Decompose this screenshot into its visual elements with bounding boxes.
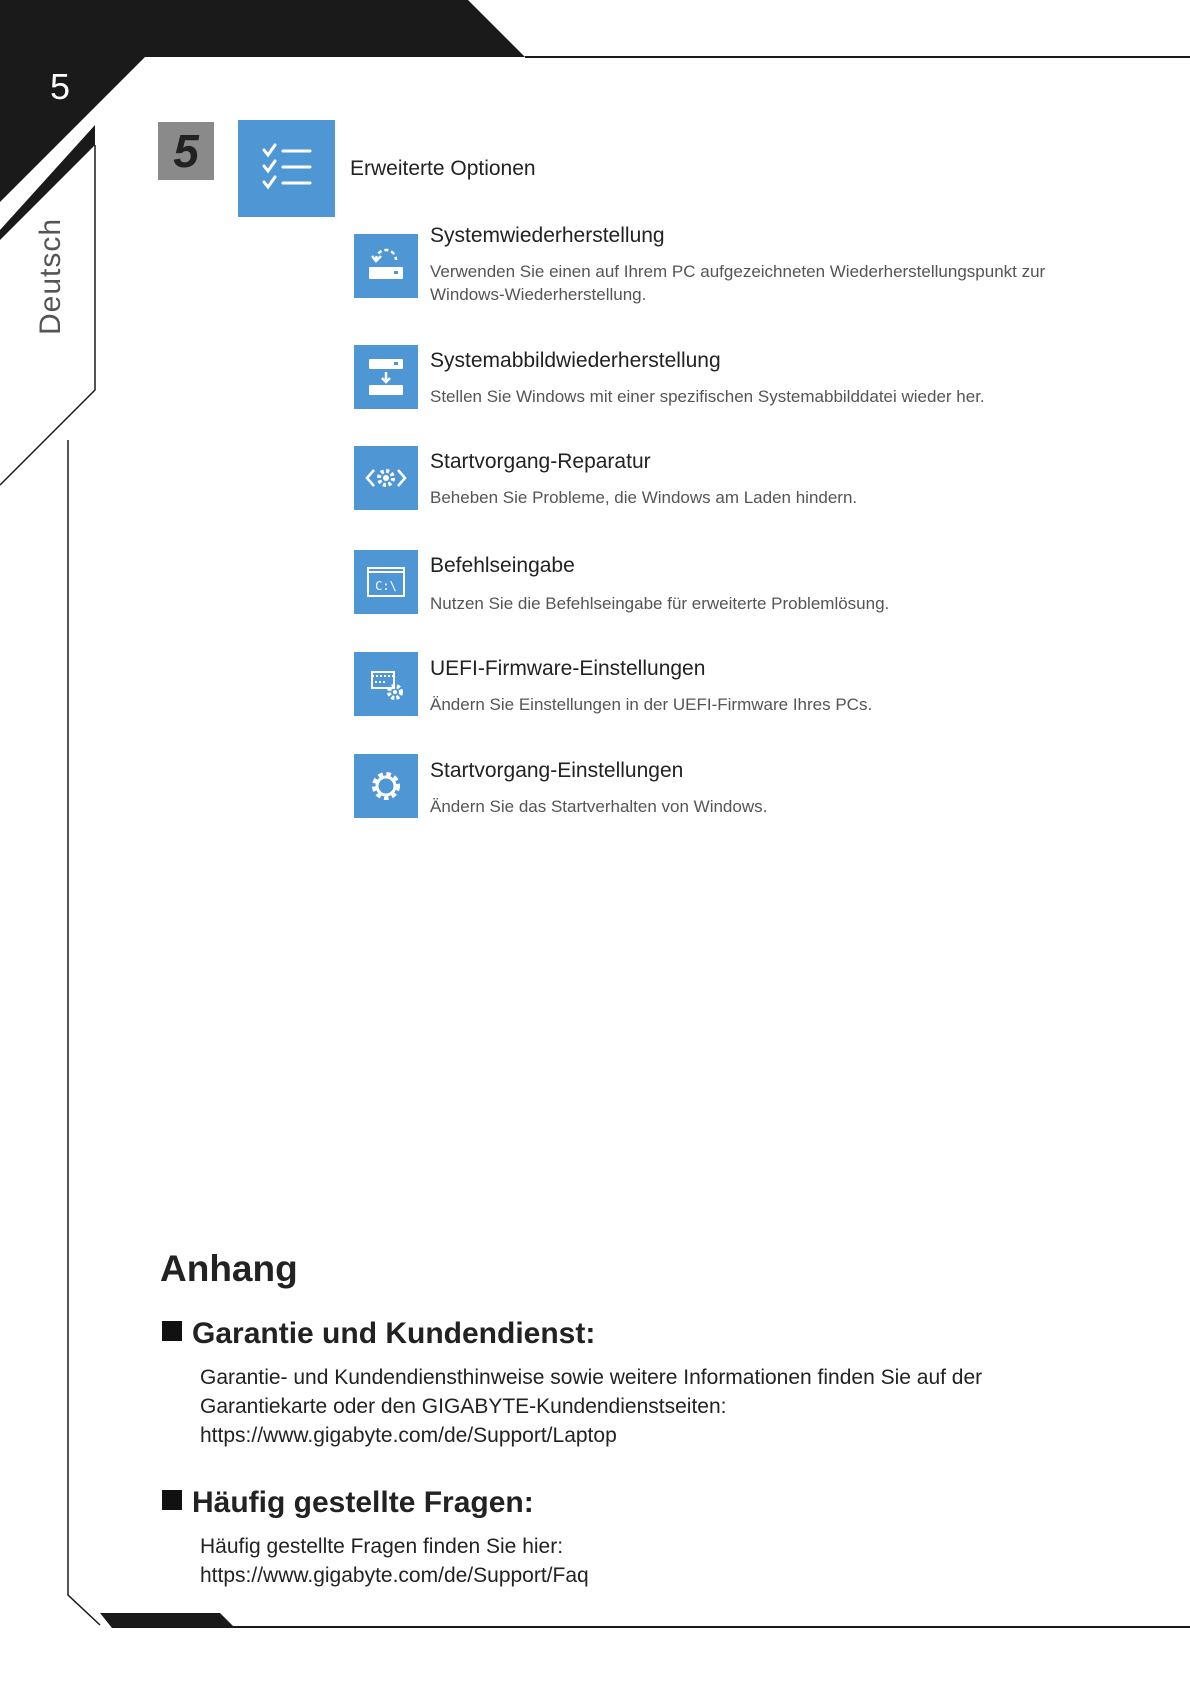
startup-repair-icon — [354, 446, 418, 510]
option-title-startup-settings[interactable]: Startvorgang-Einstellungen — [430, 759, 684, 782]
option-title-system-image[interactable]: Systemabbildwiederherstellung — [430, 349, 721, 372]
faq-heading-text: Häufig gestellte Fragen: — [192, 1486, 534, 1519]
warranty-paragraph — [200, 1363, 1100, 1450]
warranty-heading — [162, 1317, 595, 1351]
command-prompt-icon-label: C:\ — [375, 579, 397, 593]
footer-accent-shape — [100, 1613, 235, 1628]
command-prompt-icon — [354, 550, 418, 614]
checklist-icon — [238, 120, 335, 217]
faq-line-1: Häufig gestellte Fragen finden Sie hier: — [200, 1535, 564, 1558]
option-desc-command-prompt: Nutzen Sie die Befehlseingabe für erweiterte Problemlösung. — [430, 594, 890, 613]
option-desc-system-image: Stellen Sie Windows mit einer spezifischen Systemabbilddatei wieder her. — [430, 387, 985, 406]
faq-paragraph — [200, 1532, 1100, 1590]
system-image-icon — [354, 345, 418, 409]
option-desc-startup-repair: Beheben Sie Probleme, die Windows am Laden hindern. — [430, 488, 858, 507]
faq-url-link[interactable]: https://www.gigabyte.com/de/Support/Faq — [200, 1564, 589, 1587]
option-title-command-prompt[interactable]: Befehlseingabe — [430, 554, 575, 577]
warranty-url-link[interactable]: https://www.gigabyte.com/de/Support/Laptop — [200, 1424, 617, 1447]
option-desc-system-restore: Verwenden Sie einen auf Ihrem PC aufgezeichneten Wiederherstellungspunkt zur Windows-Wiederherstellung. — [430, 262, 1046, 304]
system-restore-icon — [354, 234, 418, 298]
option-desc-startup-settings: Ändern Sie das Startverhalten von Windows. — [430, 797, 768, 816]
square-bullet-icon — [162, 1321, 182, 1341]
option-desc-uefi-settings: Ändern Sie Einstellungen in der UEFI-Firmware Ihres PCs. — [430, 695, 873, 714]
left-margin-rule — [68, 440, 100, 1625]
language-tab: Deutsch — [34, 217, 67, 335]
step-number-badge: 5 — [158, 122, 214, 180]
appendix-title: Anhang — [160, 1248, 298, 1289]
warranty-line-1: Garantie- und Kundendiensthinweise sowie weitere Informationen finden Sie auf der — [200, 1366, 983, 1389]
gear-icon — [354, 754, 418, 818]
faq-heading — [162, 1486, 534, 1520]
option-title-system-restore[interactable]: Systemwiederherstellung — [430, 224, 665, 247]
square-bullet-icon — [162, 1490, 182, 1510]
option-title-startup-repair[interactable]: Startvorgang-Reparatur — [430, 450, 651, 473]
page-number: 5 — [50, 66, 71, 107]
warranty-line-2: Garantiekarte oder den GIGABYTE-Kundendienstseiten: — [200, 1395, 727, 1418]
warranty-heading-text: Garantie und Kundendienst: — [192, 1317, 596, 1350]
step-title: Erweiterte Optionen — [350, 157, 536, 180]
uefi-settings-icon — [354, 652, 418, 716]
option-title-uefi-settings[interactable]: UEFI-Firmware-Einstellungen — [430, 657, 706, 680]
